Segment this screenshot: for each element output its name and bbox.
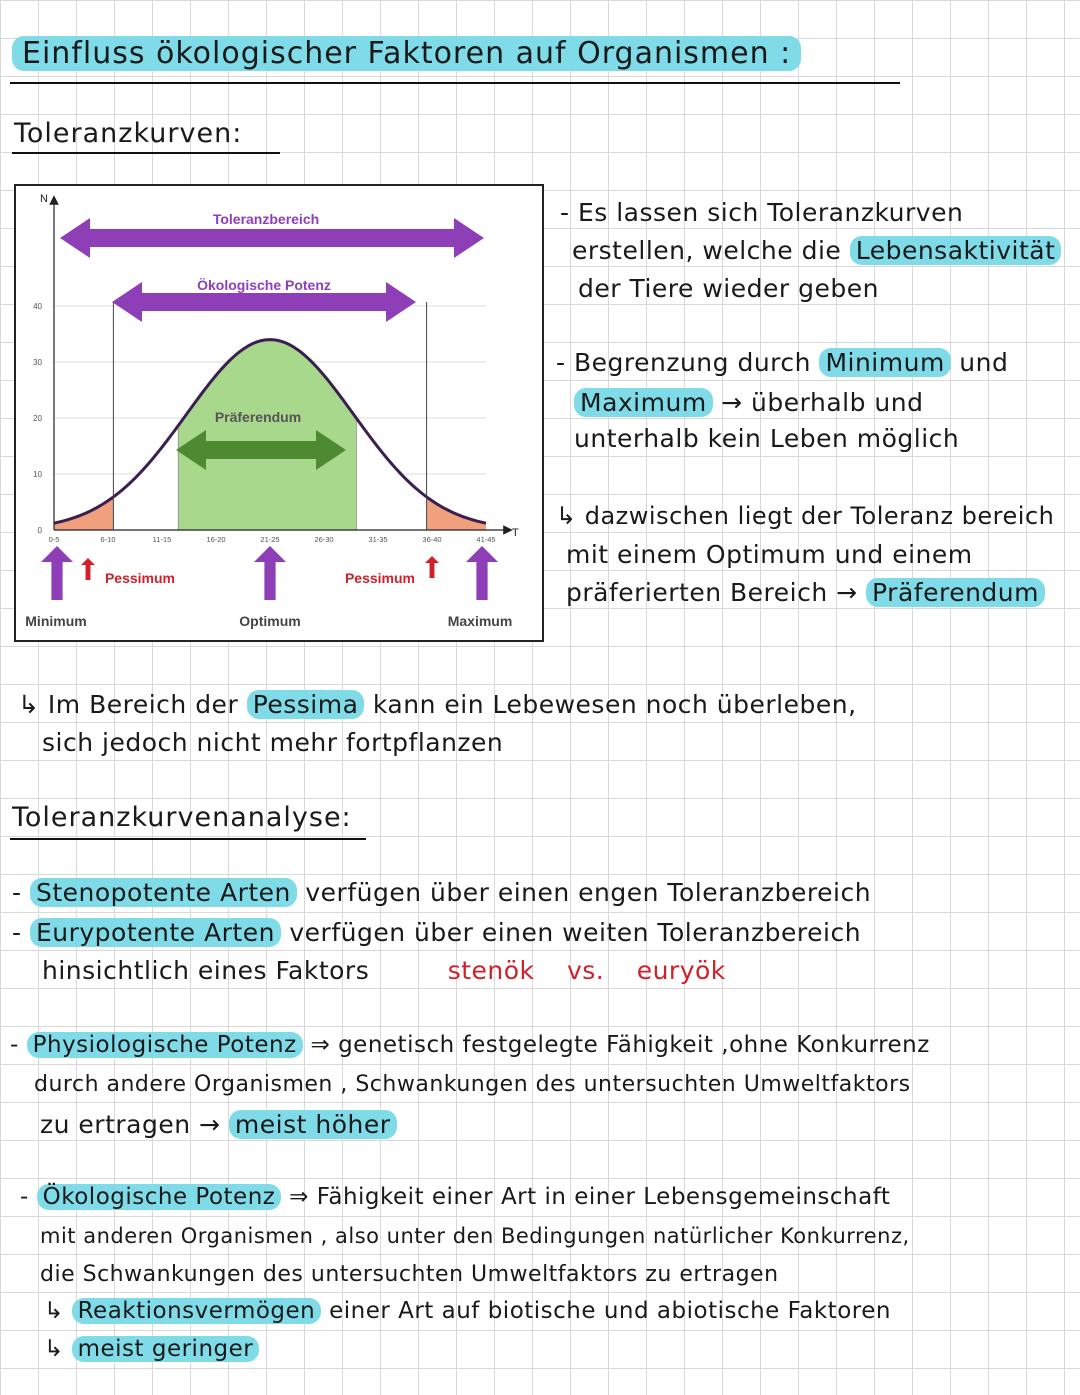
x-tick-label: 6-10 — [100, 535, 116, 544]
pessimum-right-arrow — [425, 556, 439, 578]
oeko-line2: mit anderen Organismen , also unter den Bedingungen natürlicher Konkurrenz, — [40, 1224, 910, 1248]
y-tick-label: 30 — [33, 358, 42, 367]
note-und: und — [959, 348, 1009, 377]
minimum-arrow — [41, 546, 73, 600]
term-stenoek: stenök — [447, 956, 535, 985]
physio-line1-text: ⇒ genetisch festgelegte Fähigkeit ,ohne Konkurrenz — [310, 1032, 930, 1058]
note-praeferierten: präferierten Bereich → — [566, 578, 858, 607]
highlight-physiologische-potenz: Physiologische Potenz — [27, 1032, 303, 1058]
note-pessima-rest: kann ein Lebewesen noch überleben, — [372, 690, 857, 719]
bullet: - — [12, 878, 30, 907]
tolerance-curve-chart — [14, 184, 544, 642]
note-begrenzung-1 — [556, 348, 1008, 377]
y-tick-label: 10 — [33, 470, 42, 479]
optimum-label: Optimum — [239, 613, 301, 629]
physio-line3-text: zu ertragen → — [40, 1110, 221, 1139]
highlight-eurypotente: Eurypotente Arten — [30, 918, 281, 947]
arrow-prefix: ↳ — [44, 1298, 64, 1324]
analysis-steno — [12, 878, 871, 907]
section-heading-toleranzkurven: Toleranzkurven: — [14, 118, 243, 149]
note-ueberhalb: → überhalb und — [721, 388, 924, 417]
section2-underline — [10, 838, 366, 840]
analysis-hinsicht — [42, 956, 726, 985]
pessimum-right-label: Pessimum — [344, 570, 416, 586]
note-toleranzkurven-1: - Es lassen sich Toleranzkurven — [560, 198, 964, 227]
y-tick-label: 40 — [33, 302, 42, 311]
x-tick-label: 0-5 — [48, 535, 60, 544]
highlight-lebensaktivitaet: Lebensaktivität — [850, 236, 1062, 265]
x-tick-label: 21-25 — [260, 535, 280, 544]
x-tick-label: 31-35 — [368, 535, 388, 544]
maximum-label: Maximum — [447, 613, 513, 629]
chart-svg — [16, 186, 542, 640]
bullet: - — [12, 918, 30, 947]
x-axis-label: T — [512, 527, 519, 539]
y-tick-label: 0 — [37, 526, 42, 535]
highlight-pessima: Pessima — [247, 690, 365, 719]
optimum-arrow — [254, 546, 286, 600]
oeko-line5 — [44, 1336, 259, 1362]
oeko-line4-text: einer Art auf biotische und abiotische Faktoren — [329, 1298, 891, 1324]
analysis-eury-text: verfügen über einen weiten Toleranzbereich — [289, 918, 862, 947]
note-pessima-1 — [18, 690, 857, 719]
oeko-line1-text: ⇒ Fähigkeit einer Art in einer Lebensgemeinschaft — [289, 1184, 891, 1210]
pessimum-left-arrow — [81, 558, 95, 580]
note-begrenzung-text: - Begrenzung durch — [556, 348, 811, 377]
oeko-line3: die Schwankungen des untersuchten Umweltfaktors zu ertragen — [40, 1262, 779, 1287]
oeko-line1 — [20, 1184, 890, 1210]
highlight-meist-geringer: meist geringer — [72, 1336, 260, 1362]
minimum-label: Minimum — [25, 613, 87, 629]
highlight-stenopotente: Stenopotente Arten — [30, 878, 297, 907]
praeferendum-label: Präferendum — [214, 409, 302, 425]
highlight-reaktionsvermoegen: Reaktionsvermögen — [72, 1298, 322, 1324]
page-title — [12, 36, 801, 71]
physio-line3 — [40, 1110, 397, 1139]
oeko-line4 — [44, 1298, 891, 1324]
x-tick-label: 16-20 — [206, 535, 226, 544]
term-euryoek: euryök — [636, 956, 726, 985]
bullet: - — [10, 1032, 27, 1058]
note-begrenzung-3: unterhalb kein Leben möglich — [574, 424, 960, 453]
note-pessima-2: sich jedoch nicht mehr fortpflanzen — [42, 728, 504, 757]
x-tick-label: 11-15 — [152, 535, 172, 544]
highlight-praeferendum: Präferendum — [866, 578, 1045, 607]
bullet: - — [20, 1184, 37, 1210]
highlight-meist-hoeher: meist höher — [229, 1110, 397, 1139]
x-tick-label: 36-40 — [422, 535, 442, 544]
physio-line1 — [10, 1032, 930, 1058]
note-toleranzkurven-2-text: erstellen, welche die — [572, 236, 842, 265]
note-dazwischen-1: ↳ dazwischen liegt der Toleranz bereich — [556, 502, 1055, 530]
note-toleranzkurven-2 — [572, 236, 1061, 265]
maximum-arrow — [466, 546, 498, 600]
x-tick-label: 26-30 — [314, 535, 334, 544]
arrow-prefix: ↳ — [44, 1336, 64, 1362]
note-toleranzkurven-3: der Tiere wieder geben — [578, 274, 879, 303]
term-vs: vs. — [566, 956, 605, 985]
highlight-oekologische-potenz: Ökologische Potenz — [37, 1184, 282, 1210]
physio-line2: durch andere Organismen , Schwankungen des untersuchten Umweltfaktors — [34, 1072, 911, 1097]
note-pessima-prefix: ↳ Im Bereich der — [18, 690, 239, 719]
potenz-label: Ökologische Potenz — [197, 277, 331, 293]
pessimum-left-label: Pessimum — [104, 570, 176, 586]
note-begrenzung-2 — [574, 388, 923, 417]
section1-underline — [12, 152, 280, 154]
analysis-eury — [12, 918, 861, 947]
highlight-minimum: Minimum — [819, 348, 950, 377]
note-dazwischen-2: mit einem Optimum und einem — [566, 540, 973, 569]
x-tick-label: 41-45 — [476, 535, 496, 544]
analysis-steno-text: verfügen über einen engen Toleranzbereich — [305, 878, 872, 907]
page-title-text: Einfluss ökologischer Faktoren auf Organismen : — [12, 36, 801, 71]
analysis-hinsicht-text: hinsichtlich eines Faktors — [42, 956, 370, 985]
toleranz-label: Toleranzbereich — [212, 211, 320, 227]
y-axis-label: N — [40, 193, 48, 205]
note-dazwischen-3 — [566, 578, 1045, 607]
highlight-maximum: Maximum — [574, 388, 713, 417]
section-heading-analyse: Toleranzkurvenanalyse: — [12, 802, 352, 833]
title-underline — [10, 82, 900, 84]
y-tick-label: 20 — [33, 414, 42, 423]
